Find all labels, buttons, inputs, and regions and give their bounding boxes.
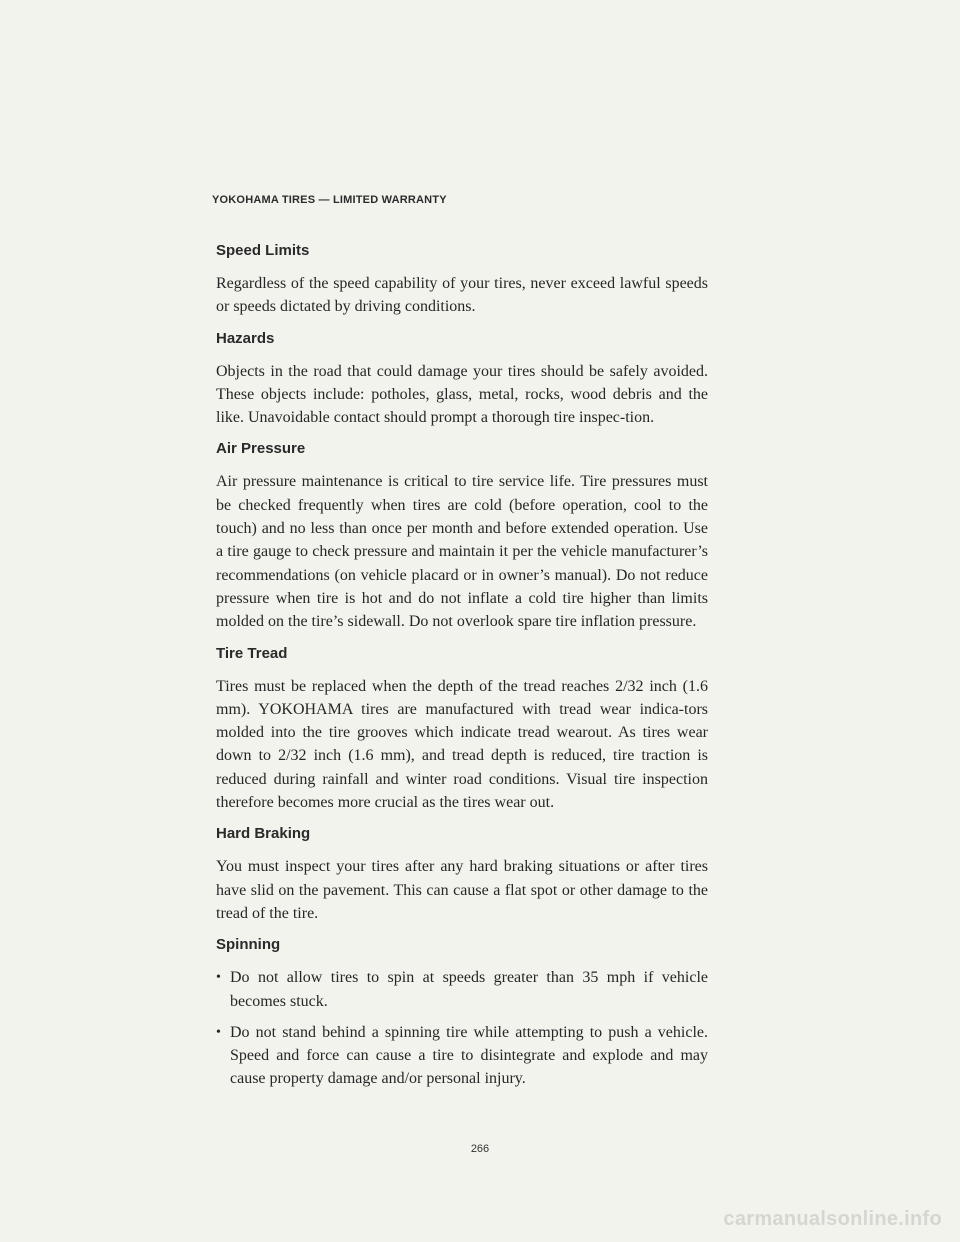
section-spinning — [216, 934, 708, 1090]
watermark: carmanualsonline.info — [723, 1208, 942, 1230]
section-title-speed-limits: Speed Limits — [216, 242, 310, 259]
section-hard-braking — [216, 823, 708, 925]
bullet-dot-icon: • — [216, 970, 221, 986]
spinning-bullet-list — [216, 966, 708, 1090]
section-title-tire-tread: Tire Tread — [216, 644, 288, 662]
section-text-air-pressure: Air pressure maintenance is critical to tire service life. Tire pressures must be checked frequently when tires are cold (before operation, cool to the touch) and no less than once per month and before extended operation. Use a tire gauge to check pressure and maintain it per the vehicle manufacturer’s recommendations (on vehicle placard or in owner’s manual). Do not reduce pressure when tire is hot and do not inflate a cold tire higher than limits molded on the tire’s sidewall. Do not overlook spare tire inflation pressure. — [216, 473, 708, 631]
section-text-hazards: Objects in the road that could damage your tires should be safely avoided. These objects include: potholes, glass, metal, rocks, wood debris and the like. Unavoidable contact should prompt a thorough tire inspec-tion. — [216, 362, 708, 427]
section-hazards — [216, 328, 708, 430]
section-title-hard-braking: Hard Braking — [216, 825, 311, 843]
page-content — [216, 240, 708, 1099]
section-title-spinning: Spinning — [216, 936, 281, 954]
section-tire-tread — [216, 643, 708, 815]
bullet-dot-icon: • — [216, 1024, 221, 1040]
section-title-air-pressure: Air Pressure — [216, 440, 306, 458]
page-number: 266 — [470, 1143, 490, 1155]
list-item — [216, 966, 708, 1013]
section-title-hazards: Hazards — [216, 329, 275, 347]
bullet-text: Do not stand behind a spinning tire while attempting to push a vehicle. Speed and force can cause a tire to disintegrate and explode and may cause property damage and/or personal injury. — [230, 1023, 708, 1088]
section-text-speed-limits: Regardless of the speed capability of your tires, never exceed lawful speeds or speeds dictated by driving conditions. — [216, 275, 708, 316]
section-air-pressure — [216, 438, 708, 633]
list-item — [216, 1021, 708, 1091]
section-text-hard-braking: You must inspect your tires after any hard braking situations or after tires have slid on the pavement. This can cause a flat spot or other damage to the tread of the tire. — [216, 858, 708, 922]
running-header: YOKOHAMA TIRES — LIMITED WARRANTY — [212, 194, 447, 206]
bullet-text: Do not allow tires to spin at speeds greater than 35 mph if vehicle becomes stuck. — [230, 969, 708, 1010]
section-speed-limits — [216, 240, 708, 319]
section-text-tire-tread: Tires must be replaced when the depth of the tread reaches 2/32 inch (1.6 mm). YOKOHAMA tires are manufactured with tread wear indica-tors molded into the tire grooves which indicate tread wearout. As tires wear down to 2/32 inch (1.6 mm), and tread depth is reduced, tire traction is reduced during rainfall and winter road conditions. Visual tire inspection therefore becomes more crucial as the tires wear out. — [216, 677, 708, 812]
